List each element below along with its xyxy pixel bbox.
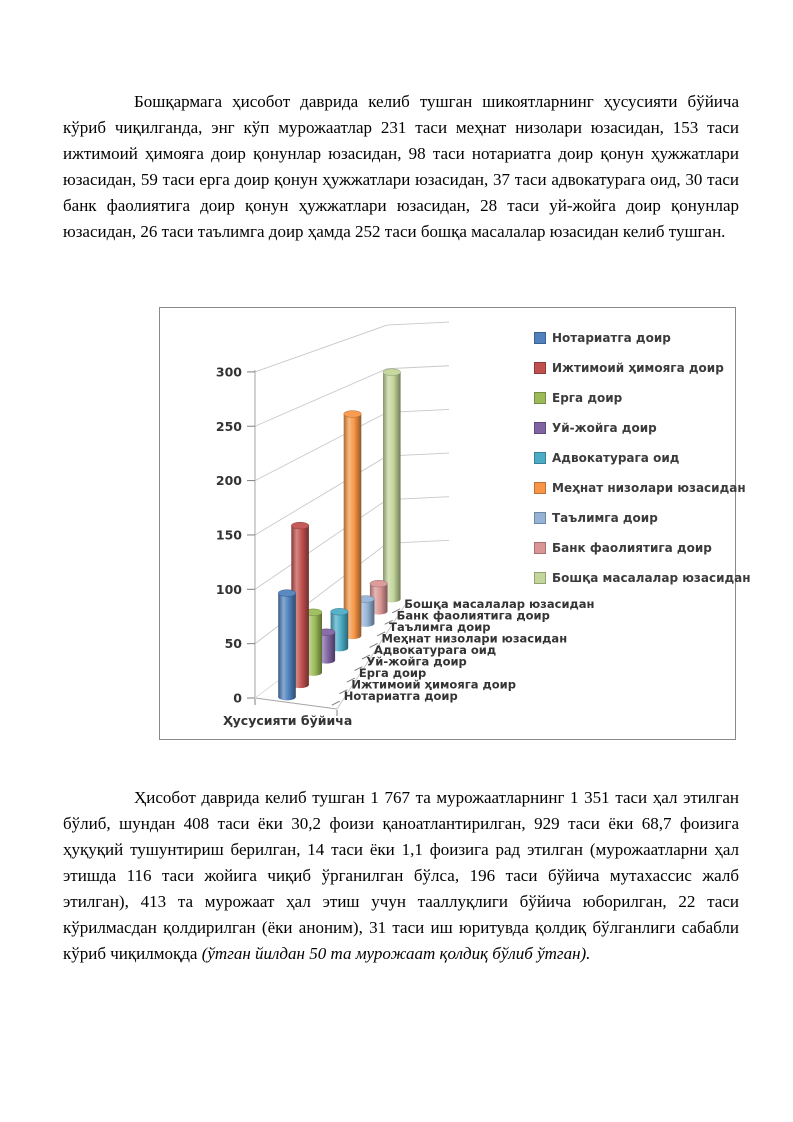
- value-axis-label: 100: [215, 581, 242, 597]
- legend-swatch-icon: [534, 392, 546, 404]
- legend-item: [534, 331, 751, 345]
- legend-label: Уй-жойга доир: [552, 421, 657, 435]
- depth-label: Бошқа масалалар юзасидан: [404, 596, 595, 611]
- legend-item: [534, 541, 751, 555]
- legend-label: Таълимга доир: [552, 511, 658, 525]
- legend-label: Банк фаолиятига доир: [552, 541, 712, 555]
- paragraph-resolution-main: Ҳисобот даврида келиб тушган 1 767 та мурожаатларнинг 1 351 таси ҳал этилган бўлиб, шундан 408 таси ёки 30,2 фоизи қаноатлантирилган, 929 таси ёки 68,7 фоизига ҳуқуқий тушунтириш берилган, 14 таси ёки 1,1 фоизига рад этилган (мурожаатларни ҳал этишда 116 таси жойига чиқиб ўрганилган бўлса, 196 таси бўйича мутахассис жалб этилган), 413 та мурожаат ҳал этиш учун тааллуқлиги бўйича юборилган, 22 таси кўрилмасдан қолдирилган (ёки аноним), 31 таси иш юритувда қолдиқ бўлганлиги сабабли кўриб чиқилмоқда: [63, 788, 739, 963]
- legend-swatch-icon: [534, 572, 546, 584]
- paragraph-resolution-stats: [63, 785, 739, 967]
- legend-label: Меҳнат низолари юзасидан: [552, 481, 746, 495]
- legend-swatch-icon: [534, 452, 546, 464]
- legend-item: [534, 361, 751, 375]
- depth-label: Таълимга доир: [389, 619, 491, 634]
- paragraph-complaints-breakdown: Бошқармага ҳисобот даврида келиб тушган шикоятларнинг ҳусусияти бўйича кўриб чиқилганда, энг кўп мурожаатлар 231 таси меҳнат низолари юзасидан, 153 таси ижтимоий ҳимояга доир қонунлар юзасидан, 98 таси нотариатга доир қонун ҳужжатлари юзасидан, 59 таси ерга доир қонун ҳужжатлари юзасидан, 37 таси адвокатурага оид, 30 таси банк фаолиятига доир қонун ҳужжатлари юзасидан, 28 таси уй-жойга доир қонунлар юзасидан, 26 таси таълимга доир ҳамда 252 таси бошқа масалалар юзасидан келиб тушган.: [63, 92, 739, 241]
- depth-label: Ижтимоий ҳимояга доир: [351, 677, 516, 692]
- legend-label: Нотариатга доир: [552, 331, 671, 345]
- legend-item: [534, 421, 751, 435]
- value-axis-label: 150: [215, 527, 242, 543]
- value-axis-label: 250: [215, 418, 242, 434]
- legend-item: [534, 511, 751, 525]
- value-axis: [216, 364, 255, 705]
- chart-legend: [534, 331, 751, 585]
- value-axis-label: 0: [233, 690, 242, 706]
- bar-Нотариатга доир: [278, 590, 296, 701]
- depth-label: Уй-жойга доир: [366, 654, 467, 669]
- legend-swatch-icon: [534, 362, 546, 374]
- legend-item: [534, 571, 751, 585]
- value-axis-label: 200: [215, 473, 242, 489]
- legend-label: Адвокатурага оид: [552, 451, 680, 465]
- legend-label: Ижтимоий ҳимояга доир: [552, 361, 724, 375]
- legend-item: [534, 391, 751, 405]
- legend-item: [534, 451, 751, 465]
- paragraph-resolution-italic-note: (ўтган йилдан 50 та мурожаат қолдиқ бўлиб ўтган).: [201, 944, 591, 963]
- complaints-chart-container: [159, 307, 751, 740]
- depth-label: Адвокатурага оид: [374, 643, 497, 657]
- legend-swatch-icon: [534, 512, 546, 524]
- depth-label: Меҳнат низолари юзасидан: [381, 631, 568, 646]
- value-axis-label: 300: [215, 364, 242, 380]
- legend-swatch-icon: [534, 422, 546, 434]
- bar-Меҳнат низолари юзасидан: [344, 411, 362, 640]
- legend-swatch-icon: [534, 542, 546, 554]
- legend-swatch-icon: [534, 332, 546, 344]
- x-axis-title: Ҳусусияти бўйича: [223, 713, 353, 728]
- depth-label: Ерга доир: [358, 666, 427, 681]
- depth-label: Нотариатга доир: [343, 689, 458, 704]
- depth-label: Банк фаолиятига доир: [396, 608, 550, 623]
- legend-label: Бошқа масалалар юзасидан: [552, 571, 751, 585]
- bar-Бошқа масалалар юзасидан: [383, 369, 401, 603]
- legend-item: [534, 481, 751, 495]
- value-axis-label: 50: [224, 636, 242, 652]
- legend-swatch-icon: [534, 482, 546, 494]
- legend-label: Ерга доир: [552, 391, 623, 405]
